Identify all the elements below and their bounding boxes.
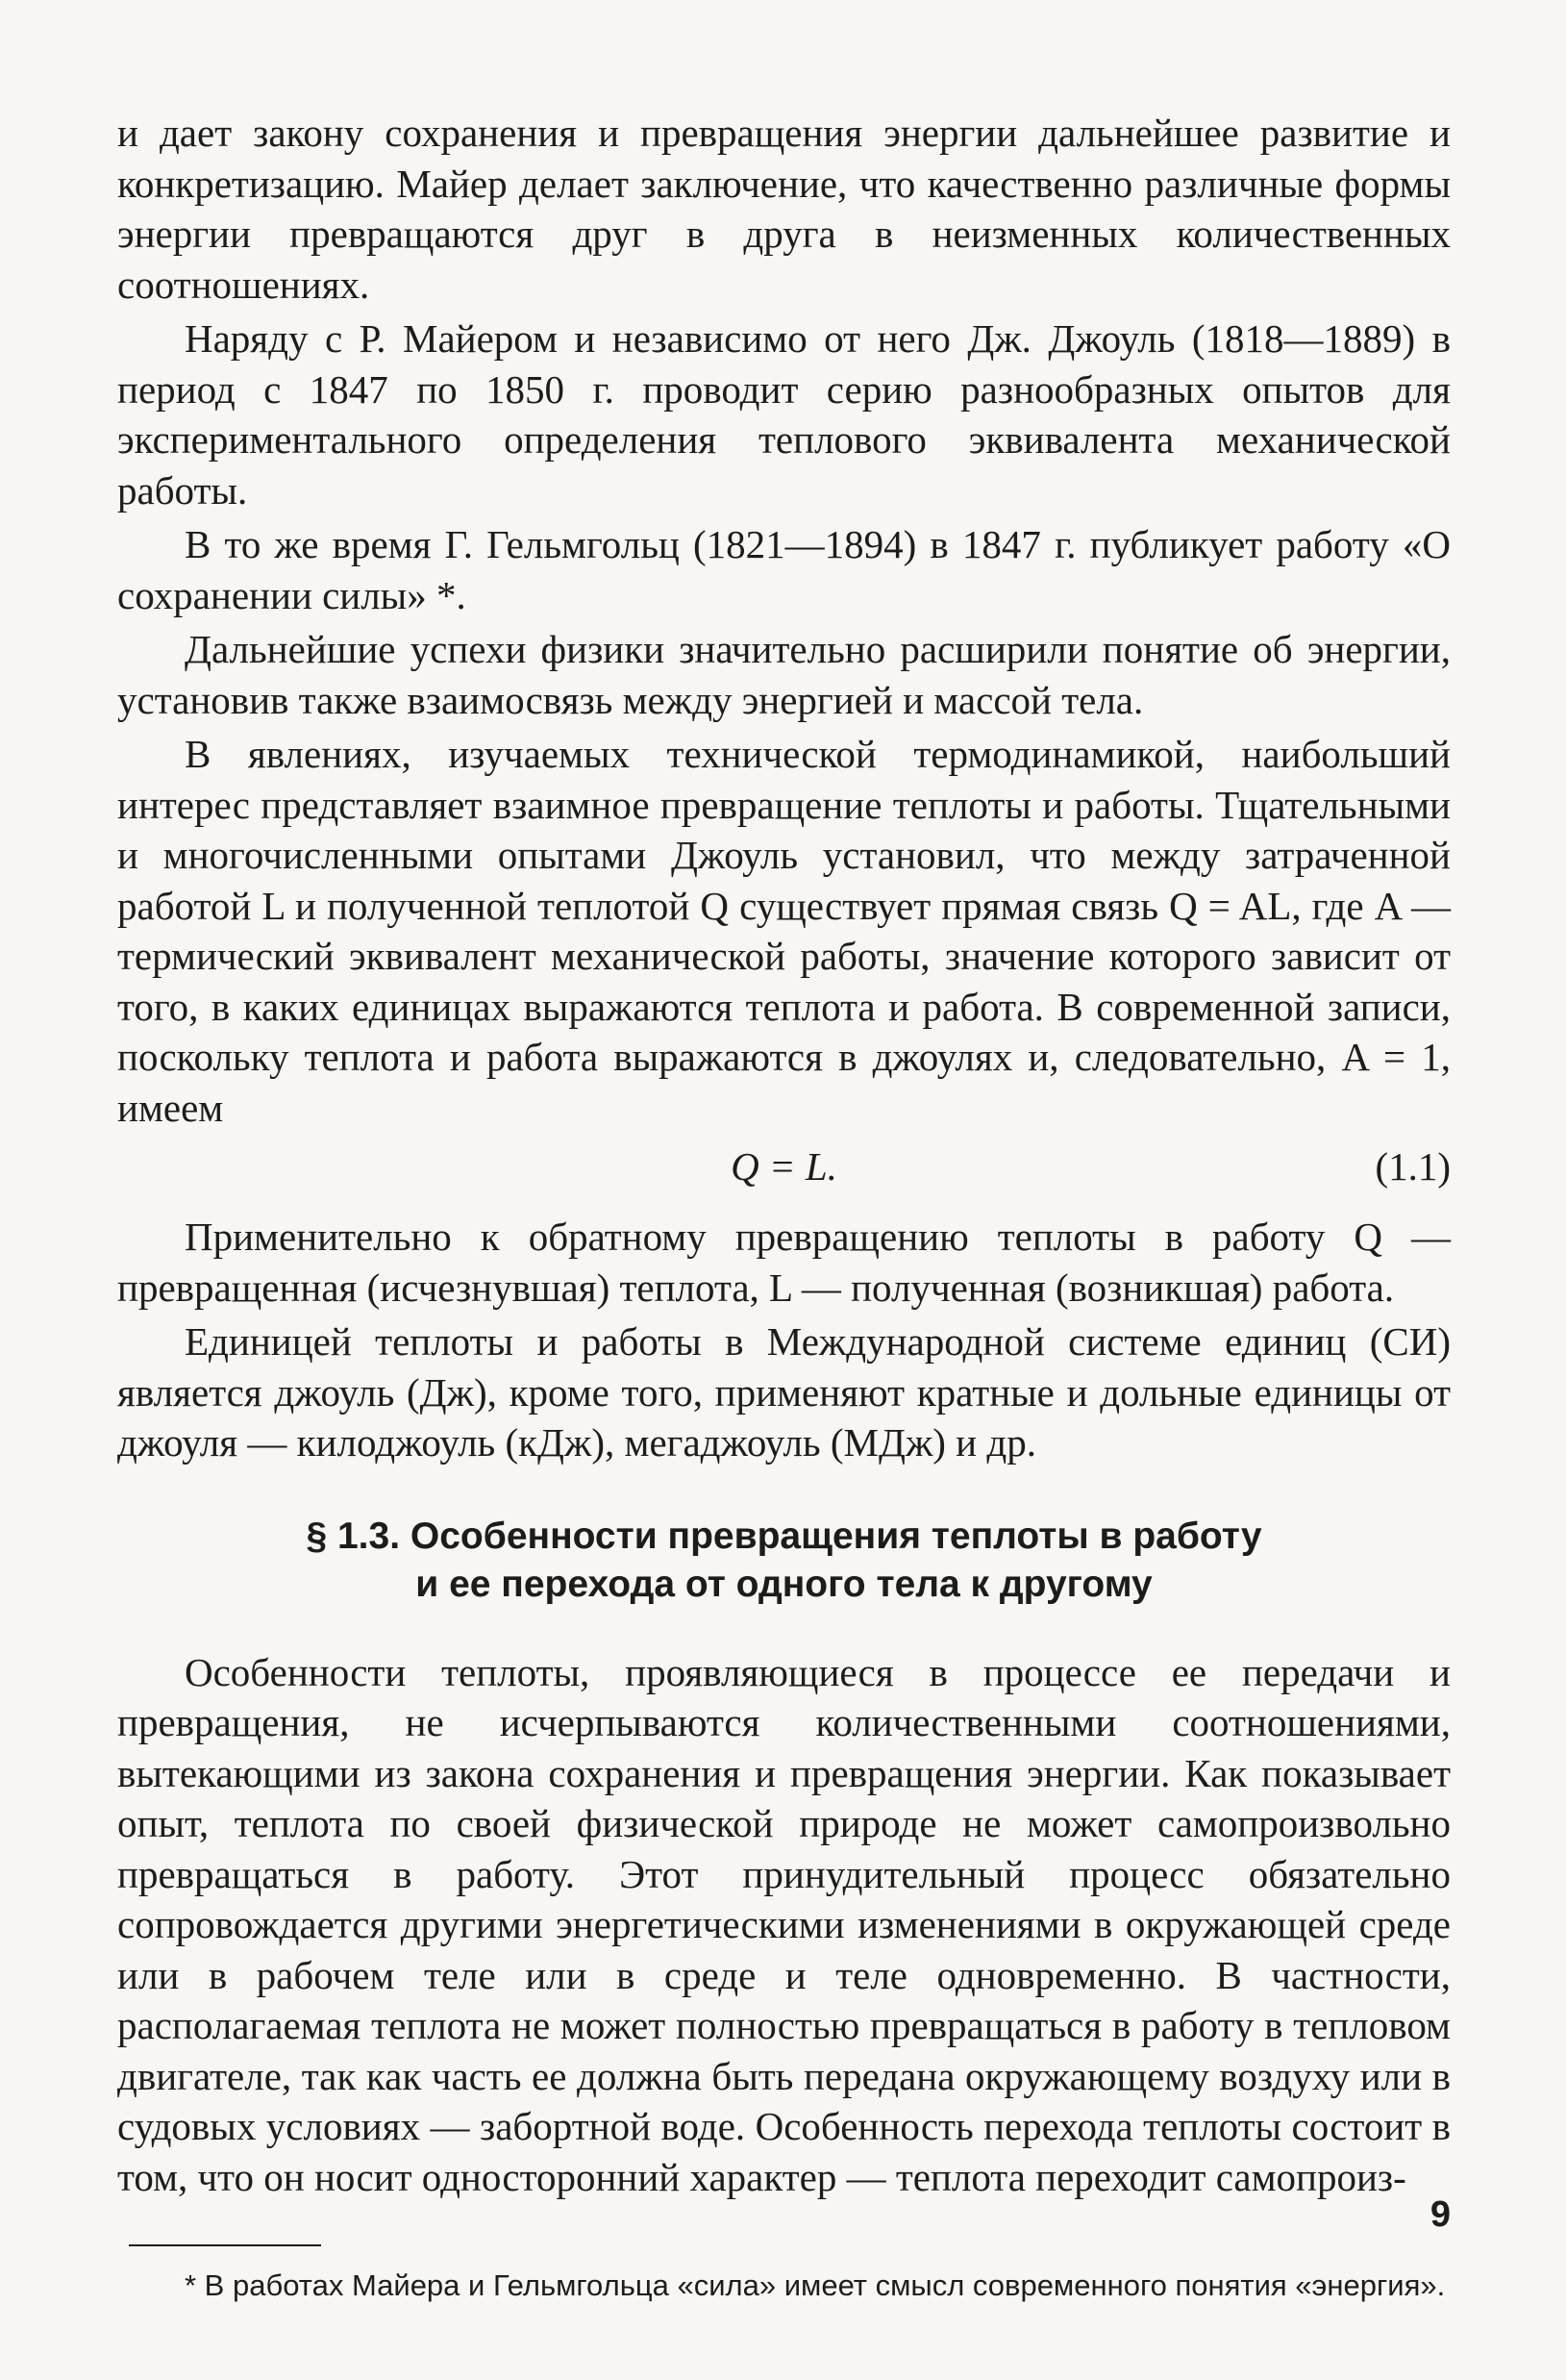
paragraph: Особенности теплоты, проявляющиеся в процессе ее передачи и превращения, не исчерпываются количественными соотношениями, вытекающими из закона сохранения и превращения энергии. Как показывает опыт, теплота по своей физической природе не может самопроизвольно превращаться в работу. Этот принудительный процесс обязательно сопровождается другими энергетическими изменениями в окружающей среде или в рабочем теле или в среде и теле одновременно. В частности, располагаемая теплота не может полностью превращаться в работу в тепловом двигателе, так как часть ее должна быть передана окружающему воздуху или в судовых условиях — забортной воде. Особенность перехода теплоты состоит в том, что он носит односторонний характер — теплота переходит самопроиз- [117, 1649, 1451, 2199]
footnote-divider [129, 2244, 321, 2246]
formula-1-1 [117, 1139, 1451, 1194]
body-text-bottom [117, 1647, 1451, 2203]
paragraph: В явлениях, изучаемых технической термодинамикой, наибольший интерес представляет взаимное превращение теплоты и работы. Тщательными и многочисленными опытами Джоуль установил, что между затраченной работой L и полученной теплотой Q существует прямая связь Q = AL, где A — термический эквивалент механической работы, значение которого зависит от того, в каких единицах выражаются теплота и работа. В современной записи, поскольку теплота и работа выражаются в джоулях и, следовательно, A = 1, имеем [117, 732, 1451, 1130]
body-text-middle [117, 1212, 1451, 1468]
formula-number: (1.1) [1375, 1144, 1451, 1189]
paragraph: Дальнейшие успехи физики значительно расширили понятие об энергии, установив также взаимосвязь между энергией и массой тела. [117, 627, 1451, 722]
paragraph: Единицей теплоты и работы в Международной системе единиц (СИ) является джоуль (Дж), кроме того, применяют кратные и дольные единицы от джоуля — килоджоуль (кДж), мегаджоуль (МДж) и др. [117, 1319, 1451, 1465]
section-heading-line-1: § 1.3. Особенности превращения теплоты в работу [306, 1515, 1262, 1557]
section-heading [117, 1513, 1451, 1609]
paragraph: В то же время Г. Гельмгольц (1821—1894) в 1847 г. публикует работу «О сохранении силы» *. [117, 522, 1451, 617]
paragraph: Применительно к обратному превращению теплоты в работу Q — превращенная (исчезнувшая) теплота, L — полученная (возникшая) работа. [117, 1215, 1451, 1310]
paragraph: Наряду с Р. Майером и независимо от него Дж. Джоуль (1818—1889) в период с 1847 по 1850 г. проводит серию разнообразных опытов для экспериментального определения теплового эквивалента механической работы. [117, 316, 1451, 513]
page-number: 9 [1429, 2194, 1451, 2235]
section-heading-line-2: и ее перехода от одного тела к другому [415, 1563, 1153, 1605]
footnote: * В работах Майера и Гельмгольца «сила» имеет смысл современного понятия «энергия». [185, 2268, 1446, 2302]
paragraph: и дает закону сохранения и превращения энергии дальнейшее развитие и конкретизацию. Майер делает заключение, что качественно различные формы энергии превращаются друг в друга в неизменных количественных соотношениях. [117, 111, 1451, 307]
formula-expression: Q = L. [731, 1144, 837, 1189]
body-text-top [117, 108, 1451, 1133]
